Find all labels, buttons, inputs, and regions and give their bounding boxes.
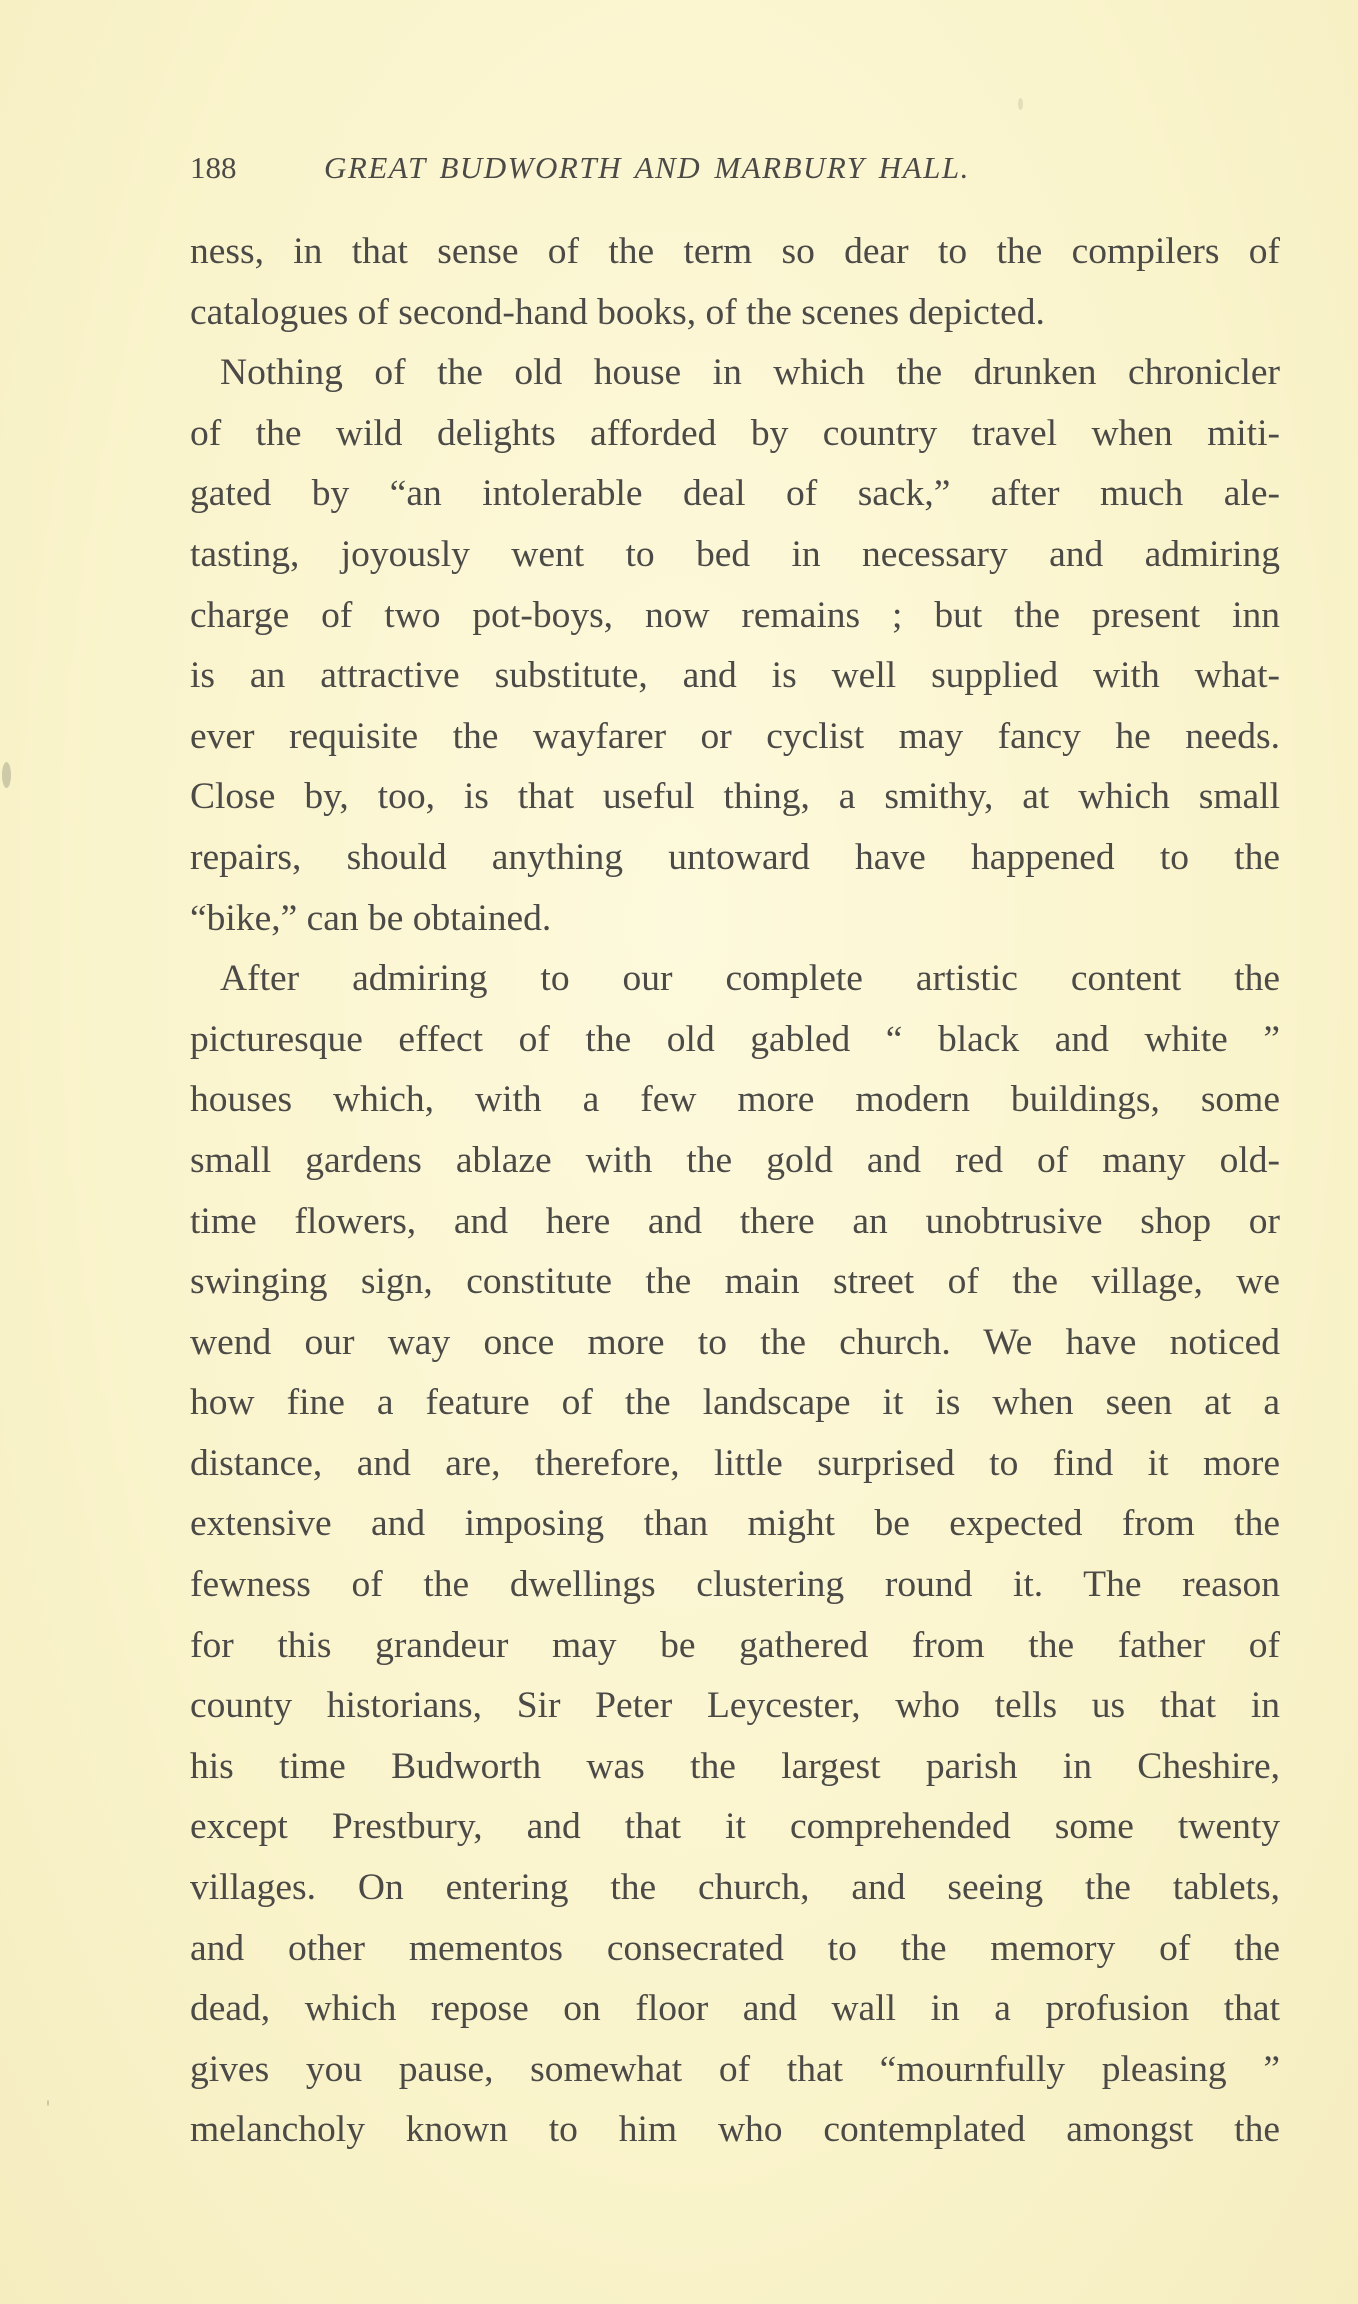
text-line: catalogues of second-hand books, of the scenes depicted.	[190, 291, 1045, 333]
page-number: 188	[190, 150, 237, 185]
text-line: and other mementos consecrated to the memory of the	[190, 1927, 1280, 1969]
text-line: houses which, with a few more modern buildings, some	[190, 1079, 1280, 1121]
text-line: “bike,” can be obtained.	[190, 897, 552, 939]
text-line: After admiring to our complete artistic content the	[220, 958, 1280, 1000]
body-text	[190, 222, 1280, 2161]
text-line: county historians, Sir Peter Leycester, who tells us that in	[190, 1685, 1280, 1727]
text-line: repairs, should anything untoward have happened to the	[190, 836, 1280, 878]
paper-speck	[1018, 98, 1023, 110]
text-line: except Prestbury, and that it comprehended some twenty	[190, 1806, 1280, 1848]
text-line: how fine a feature of the landscape it is when seen at a	[190, 1382, 1280, 1424]
text-line: small gardens ablaze with the gold and red of many old-	[190, 1139, 1280, 1181]
text-line: distance, and are, therefore, little surprised to find it more	[190, 1442, 1280, 1484]
text-line: of the wild delights afforded by country travel when miti-	[190, 412, 1280, 454]
text-line: ness, in that sense of the term so dear to the compilers of	[190, 231, 1280, 272]
text-line: ever requisite the wayfarer or cyclist may fancy he needs.	[190, 715, 1280, 757]
running-head-title: GREAT BUDWORTH AND MARBURY HALL.	[324, 150, 970, 185]
text-line: Close by, too, is that useful thing, a smithy, at which small	[190, 776, 1280, 818]
paper-speck	[47, 2100, 49, 2106]
text-line: villages. On entering the church, and seeing the tablets,	[190, 1867, 1280, 1909]
text-line: swinging sign, constitute the main street of the village, we	[190, 1261, 1280, 1303]
text-line: dead, which repose on floor and wall in a profusion that	[190, 1988, 1280, 2030]
running-head	[190, 143, 1280, 193]
text-line: for this grandeur may be gathered from the father of	[190, 1624, 1280, 1666]
paper-speck	[2, 762, 11, 788]
text-line: gives you pause, somewhat of that “mournfully pleasing ”	[190, 2048, 1280, 2090]
text-line: is an attractive substitute, and is well supplied with what-	[190, 655, 1280, 697]
text-line: tasting, joyously went to bed in necessary and admiring	[190, 533, 1280, 575]
text-line: extensive and imposing than might be expected from the	[190, 1503, 1280, 1545]
text-line: gated by “an intolerable deal of sack,” after much ale-	[190, 473, 1280, 515]
text-line: fewness of the dwellings clustering round it. The reason	[190, 1564, 1280, 1606]
text-line: his time Budworth was the largest parish in Cheshire,	[190, 1745, 1280, 1787]
text-line: charge of two pot-boys, now remains ; but the present inn	[190, 594, 1280, 636]
text-line: wend our way once more to the church. We have noticed	[190, 1321, 1280, 1363]
text-line: melancholy known to him who contemplated amongst the	[190, 2109, 1280, 2151]
text-line: picturesque effect of the old gabled “ black and white ”	[190, 1018, 1280, 1060]
text-line: Nothing of the old house in which the drunken chronicler	[220, 352, 1280, 394]
text-line: time flowers, and here and there an unobtrusive shop or	[190, 1200, 1280, 1242]
